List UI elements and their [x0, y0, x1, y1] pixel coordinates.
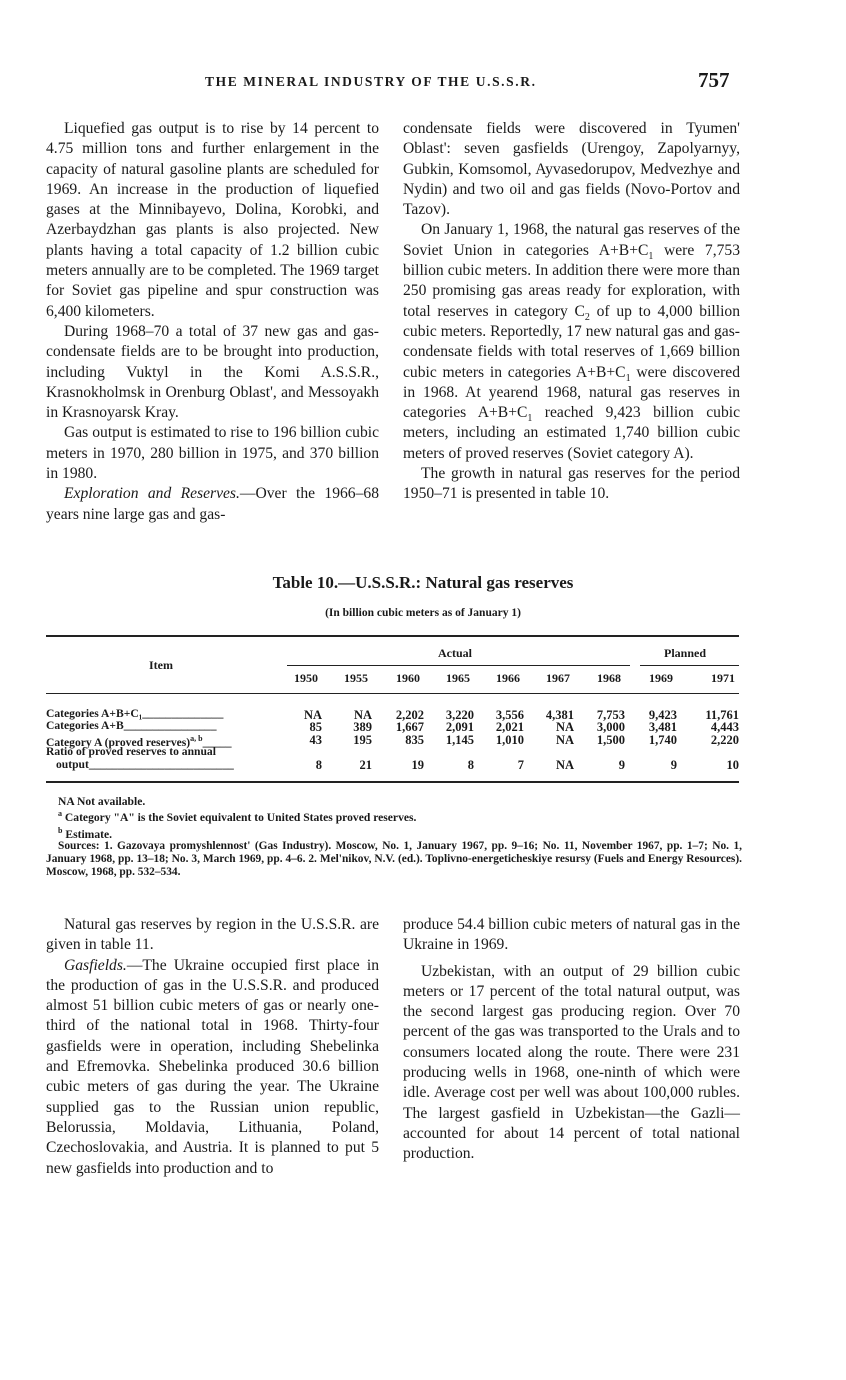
paragraph-text: —Over the 1966–68 years nine large gas and gas-	[46, 485, 379, 523]
year-header-1969: 1969	[649, 671, 673, 685]
table-cell: 9,423	[648, 708, 677, 722]
table-cell: 1,500	[596, 733, 625, 747]
running-head	[0, 68, 846, 98]
table-cell: 2,220	[710, 733, 739, 747]
paragraph-text: —The Ukraine occupied first place in the production of gas in the U.S.S.R. and produced almost 51 billion cubic meters of gas or nearly one-third of the national total in 1968. Thirty-four gasfields were in operation, including Shebelinka and Efremovka. Shebelinka produced 30.6 billion cubic meters of gas during the year. The Ukraine supplied gas to the Russian union republic, Belorussia, Moldavia, Lithuania, Poland, Czechoslovakia, and Austria. It is planned to put 5 new gasfields into production and to	[46, 956, 379, 1177]
paragraph	[46, 484, 379, 525]
note-marker: a	[58, 809, 62, 819]
item-header: Item	[149, 658, 173, 672]
row-label: Categories A+B+C₁______________	[46, 707, 224, 720]
table-cell: 4,443	[710, 720, 739, 734]
bottom-left-column	[46, 915, 379, 1179]
year-header-1966: 1966	[496, 671, 520, 685]
subscript: 1	[625, 372, 631, 384]
table-cell: NA	[555, 720, 574, 734]
table-cell: 9	[618, 758, 625, 772]
table-cell: 43	[309, 733, 322, 747]
table-cell: 7	[517, 758, 524, 772]
text-run: reached 9,423 billion cubic meters, including an estimated 1,740 billion cubic meters of proved reserves (Soviet category A).	[403, 404, 740, 462]
table-cell: 2,021	[495, 720, 524, 734]
note-b	[58, 825, 416, 841]
top-right-column	[403, 119, 740, 505]
table-top-rule	[46, 635, 739, 637]
actual-header: Actual	[438, 646, 472, 660]
paragraph: Uzbekistan, with an output of 29 billion cubic meters or 17 percent of the total natural output, was the second largest gas producing region. Over 70 percent of the gas was transported to the Urals and to consumers located along the route. There were 231 producing wells in 1968, one-ninth of which were idle. Average cost per well was about 100,000 rubles. The largest gasfield in Uzbekistan—the Gazli—accounted for about 14 percent of total national production.	[403, 962, 740, 1163]
paragraph: Liquefied gas output is to rise by 14 percent to 4.75 million tons and further enlargement in the capacity of natural gasoline plants are scheduled for 1969. An increase in the production of liquefied gases at the Minnibayevo, Dolina, Korobki, and Azerbaydzhan gas plants is also projected. New plants having a total capacity of 1.2 billion cubic meters annually are to be completed. The 1969 target for Soviet gas pipeline and spur construction was 6,400 kilometers.	[46, 120, 379, 320]
section-heading: Exploration and Reserves.	[64, 485, 240, 503]
note-a	[58, 808, 416, 824]
table-cell: 9	[670, 758, 677, 772]
table-cell: 3,220	[445, 708, 474, 722]
table-sources	[46, 840, 742, 880]
table-cell: 835	[405, 733, 424, 747]
note-marker: b	[58, 825, 63, 835]
table-cell: 10	[726, 758, 739, 772]
subscript: 1	[648, 250, 654, 262]
table-cell: 1,145	[445, 733, 474, 747]
note-na: NA Not available.	[58, 795, 146, 808]
running-title: THE MINERAL INDUSTRY OF THE U.S.S.R.	[205, 74, 537, 89]
row-label: Category A (proved reserves)$^{a, b}$_____	[46, 734, 232, 749]
table-cell: 1,740	[648, 733, 677, 747]
table-cell: 7,753	[596, 708, 625, 722]
table-cell: 3,556	[495, 708, 524, 722]
top-left-column	[46, 119, 379, 525]
year-header-1955: 1955	[344, 671, 368, 685]
table-cell: 1,667	[395, 720, 424, 734]
year-header-1968: 1968	[597, 671, 621, 685]
table-cell: 85	[309, 720, 322, 734]
paragraph: produce 54.4 billion cubic meters of natural gas in the Ukraine in 1969.	[403, 916, 740, 954]
paragraph: condensate fields were discovered in Tyumen' Oblast': seven gasfields (Urengoy, Zapolyarnyy, Gubkin, Komsomol, Ayvasedorupov, Medvezhye and Nydin) and two oil and gas fields (Novo-Portov and Tazov).	[403, 120, 740, 219]
table-cell: NA	[353, 708, 372, 722]
bottom-right-column	[403, 915, 740, 1165]
text-run: On January 1, 1968, the natural gas reserves of the Soviet Union in categories A+B+C	[403, 221, 740, 259]
table-cell: 195	[353, 733, 372, 747]
header-bottom-rule	[46, 693, 739, 694]
table-notes	[58, 796, 416, 841]
row-label: Ratio of proved reserves to annual output_________________________	[46, 745, 234, 771]
table-subtitle: (In billion cubic meters as of January 1)	[325, 607, 521, 619]
text-run: were discovered in 1968. At yearend 1968, natural gas reserves in categories A+B+C	[403, 363, 740, 422]
table-cell: 8	[315, 758, 322, 772]
year-header-1965: 1965	[446, 671, 470, 685]
text-run: were 7,753 billion cubic meters. In addition there were more than 250 promising gas areas ready for exploration, with total reserves in category C	[403, 241, 740, 320]
paragraph	[46, 956, 379, 1179]
table-bottom-rule	[46, 781, 739, 783]
table-cell: NA	[303, 708, 322, 722]
subscript: 2	[584, 311, 590, 323]
planned-underline	[640, 665, 739, 666]
year-header-1971: 1971	[711, 671, 735, 685]
paragraph: Natural gas reserves by region in the U.S.S.R. are given in table 11.	[46, 916, 379, 954]
table-cell: 19	[411, 758, 424, 772]
row-label: Categories A+B________________	[46, 719, 217, 732]
table-cell: 2,202	[395, 708, 424, 722]
table-cell: 8	[467, 758, 474, 772]
table-title: Table 10.—U.S.S.R.: Natural gas reserves	[272, 573, 574, 592]
table-cell: 2,091	[445, 720, 474, 734]
sources-text: Sources: 1. Gazovaya promyshlennost' (Gas Industry). Moscow, No. 1, January 1967, pp. 9–16; No. 11, November 1967, pp. 1–7; No. 1, January 1968, pp. 13–18; No. 3, March 1969, pp. 4–6. 2. Mel'nikov, N.V. (ed.). Toplivno-energeticheskiye resursy (Fuels and Energy Resources). Moscow, 1968, pp. 532–534.	[46, 840, 742, 879]
year-header-1960: 1960	[396, 671, 420, 685]
section-heading: Gasfields.	[64, 956, 127, 974]
table-cell: 3,000	[596, 720, 625, 734]
table-cell: 11,761	[705, 708, 739, 722]
table-cell: 1,010	[495, 733, 524, 747]
paragraph: Gas output is estimated to rise to 196 billion cubic meters in 1970, 280 billion in 1975, and 370 billion in 1980.	[46, 424, 379, 483]
page-number: 757	[698, 68, 730, 92]
paragraph: The growth in natural gas reserves for the period 1950–71 is presented in table 10.	[403, 465, 740, 503]
table-cell: 21	[359, 758, 372, 772]
paragraph	[403, 220, 740, 464]
year-header-1950: 1950	[294, 671, 318, 685]
planned-header: Planned	[664, 646, 707, 660]
actual-underline	[287, 665, 630, 666]
year-header-1967: 1967	[546, 671, 570, 685]
table-cell: NA	[555, 733, 574, 747]
table-cell: 4,381	[545, 708, 574, 722]
table-cell: 3,481	[648, 720, 677, 734]
note-text: Estimate.	[65, 827, 113, 841]
table-cell: NA	[555, 758, 574, 772]
note-text: Category "A" is the Soviet equivalent to United States proved reserves.	[64, 811, 417, 825]
paragraph: During 1968–70 a total of 37 new gas and gas-condensate fields are to be brought into production, including Vuktyl in the Komi A.S.S.R., Krasnokholmsk in Orenburg Oblast', and Messoyakh in Krasnoyarsk Kray.	[46, 322, 379, 422]
subscript: 1	[527, 413, 533, 425]
text-run: of up to 4,000 billion cubic meters. Reportedly, 17 new natural gas and gas-condensate fields with total reserves of 1,669 billion cubic meters in categories A+B+C	[403, 302, 740, 381]
table-cell: 389	[353, 720, 372, 734]
